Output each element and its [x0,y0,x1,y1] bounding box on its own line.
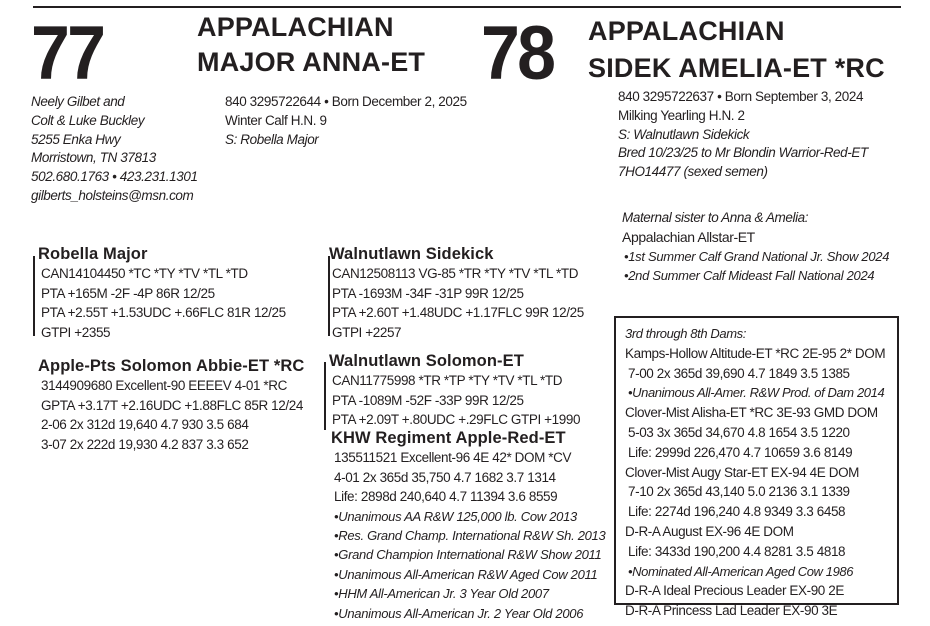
sidekick-section [329,244,584,342]
sidekick-line: GTPI +2257 [332,324,402,340]
dam-name: D-R-A August EX-96 4E DOM [625,523,794,539]
consignor-line: 5255 Enka Hwy [31,131,121,147]
lot-78-sire: S: Walnutlawn Sidekick [618,126,750,142]
dam-record: 7-10 2x 365d 43,140 5.0 2136 3.1 1339 [628,484,850,500]
maternal-name: Appalachian Allstar-ET [622,228,755,245]
consignor-line: Colt & Luke Buckley [31,112,145,128]
robella-title: Robella Major [38,245,148,263]
robella-section [38,244,286,342]
lot-78-name-line1: APPALACHIAN [588,16,785,46]
solomon-line: PTA +2.09T +.80UDC +.29FLC GTPI +1990 [332,412,581,427]
robella-line: GTPI +2355 [41,324,111,340]
sidekick-title: Walnutlawn Sidekick [329,245,494,263]
abbie-line: 2-06 2x 312d 19,640 4.7 930 3.5 684 [41,417,249,432]
lot-78-name-line2: SIDEK AMELIA-ET *RC [588,53,885,83]
sidekick-line: PTA -1693M -34F -31P 99R 12/25 [332,285,524,301]
abbie-title: Apple-Pts Solomon Abbie-ET *RC [38,357,305,375]
regiment-award: •Unanimous All-American Jr. 2 Year Old 2006 [334,605,584,621]
dam-record: Life: 2999d 226,470 4.7 10659 3.6 8149 [628,444,853,460]
solomon-line: CAN11775998 *TR *TP *TY *TV *TL *TD [332,373,563,388]
lot-78-class: Milking Yearling H.N. 2 [618,107,745,123]
robella-line: PTA +165M -2F -4P 86R 12/25 [41,285,215,301]
section-bar [33,256,35,336]
dam-name: Clover-Mist Augy Star-ET EX-94 4E DOM [625,464,860,480]
regiment-line: 4-01 2x 365d 35,750 4.7 1682 3.7 1314 [334,469,556,485]
regiment-title: KHW Regiment Apple-Red-ET [331,429,566,447]
abbie-line: GPTA +3.17T +2.16UDC +1.88FLC 85R 12/24 [41,397,303,413]
regiment-section [331,428,605,623]
dam-name: Clover-Mist Alisha-ET *RC 3E-93 GMD DOM [625,405,878,421]
consignor-block [31,93,198,206]
dam-name: D-R-A Princess Lad Leader EX-90 3E [625,603,838,619]
regiment-award: •Res. Grand Champ. International R&W Sh. 2013 [334,527,606,543]
lot-78-semen: 7HO14477 (sexed semen) [618,164,768,180]
regiment-award: •HHM All-American Jr. 3 Year Old 2007 [334,586,549,602]
lot-number-78: 78 [481,11,554,96]
lot-77-name-line1: APPALACHIAN [197,12,394,42]
abbie-line: 3-07 2x 222d 19,930 4.2 837 3.3 652 [41,436,249,452]
consignor-email: gilberts_holsteins@msn.com [31,187,194,203]
lot-78-details [618,88,868,182]
regiment-line: 135511521 Excellent-96 4E 42* DOM *CV [334,450,572,465]
dam-record: 5-03 3x 365d 34,670 4.8 1654 3.5 1220 [628,424,850,440]
lot-77-id-birth: 840 3295722644 • Born December 2, 2025 [225,94,467,109]
dam-record: Life: 2274d 196,240 4.8 9349 3.3 6458 [628,504,846,520]
maternal-sister-block [622,209,889,285]
sidekick-line: PTA +2.60T +1.48UDC +1.17FLC 99R 12/25 [332,305,584,320]
sidekick-line: CAN12508113 VG-85 *TR *TY *TV *TL *TD [332,266,579,281]
dams-heading: 3rd through 8th Dams: [625,326,746,341]
dams-list [625,324,885,621]
abbie-section [38,356,304,454]
lot-number-77: 77 [31,11,104,96]
dam-award: •Unanimous All-Amer. R&W Prod. of Dam 2014 [628,385,885,401]
regiment-line: Life: 2898d 240,640 4.7 11394 3.6 8559 [334,489,558,504]
lot-77-sire: S: Robella Major [225,131,319,147]
robella-line: CAN14104450 *TC *TY *TV *TL *TD [41,266,248,281]
solomon-section [329,351,580,430]
abbie-line: 3144909680 Excellent-90 EEEEV 4-01 *RC [41,378,287,393]
maternal-intro: Maternal sister to Anna & Amelia: [622,210,809,225]
dams-box [614,316,899,619]
lot-78-id-birth: 840 3295722637 • Born September 3, 2024 [618,89,864,104]
regiment-award: •Unanimous AA R&W 125,000 lb. Cow 2013 [334,508,577,524]
regiment-award: •Unanimous All-American R&W Aged Cow 2011 [334,566,598,582]
lot-77-name-line2: MAJOR ANNA-ET [197,47,426,77]
dam-record: 7-00 2x 365d 39,690 4.7 1849 3.5 1385 [628,365,850,381]
lot-77-class: Winter Calf H.N. 9 [225,112,327,128]
lot-78-bred: Bred 10/23/25 to Mr Blondin Warrior-Red-ET [618,145,868,161]
section-bar [324,362,326,430]
lot-77-details [225,93,467,149]
dam-name: D-R-A Ideal Precious Leader EX-90 2E [625,583,844,599]
consignor-line: Morristown, TN 37813 [31,150,156,166]
dam-record: Life: 3433d 190,200 4.4 8281 3.5 4818 [628,543,846,559]
solomon-line: PTA -1089M -52F -33P 99R 12/25 [332,392,524,408]
solomon-title: Walnutlawn Solomon-ET [329,352,524,370]
consignor-line: Neely Gilbet and [31,94,125,109]
top-rule [33,6,901,8]
regiment-award: •Grand Champion International R&W Show 2011 [334,547,602,563]
maternal-award: •1st Summer Calf Grand National Jr. Show 2024 [624,248,890,264]
consignor-phone: 502.680.1763 • 423.231.1301 [31,169,198,185]
dam-name: Kamps-Hollow Altitude-ET *RC 2E-95 2* DOM [625,345,886,361]
dam-award: •Nominated All-American Aged Cow 1986 [628,563,854,579]
robella-line: PTA +2.55T +1.53UDC +.66FLC 81R 12/25 [41,305,286,320]
maternal-award: •2nd Summer Calf Mideast Fall National 2024 [624,268,875,283]
